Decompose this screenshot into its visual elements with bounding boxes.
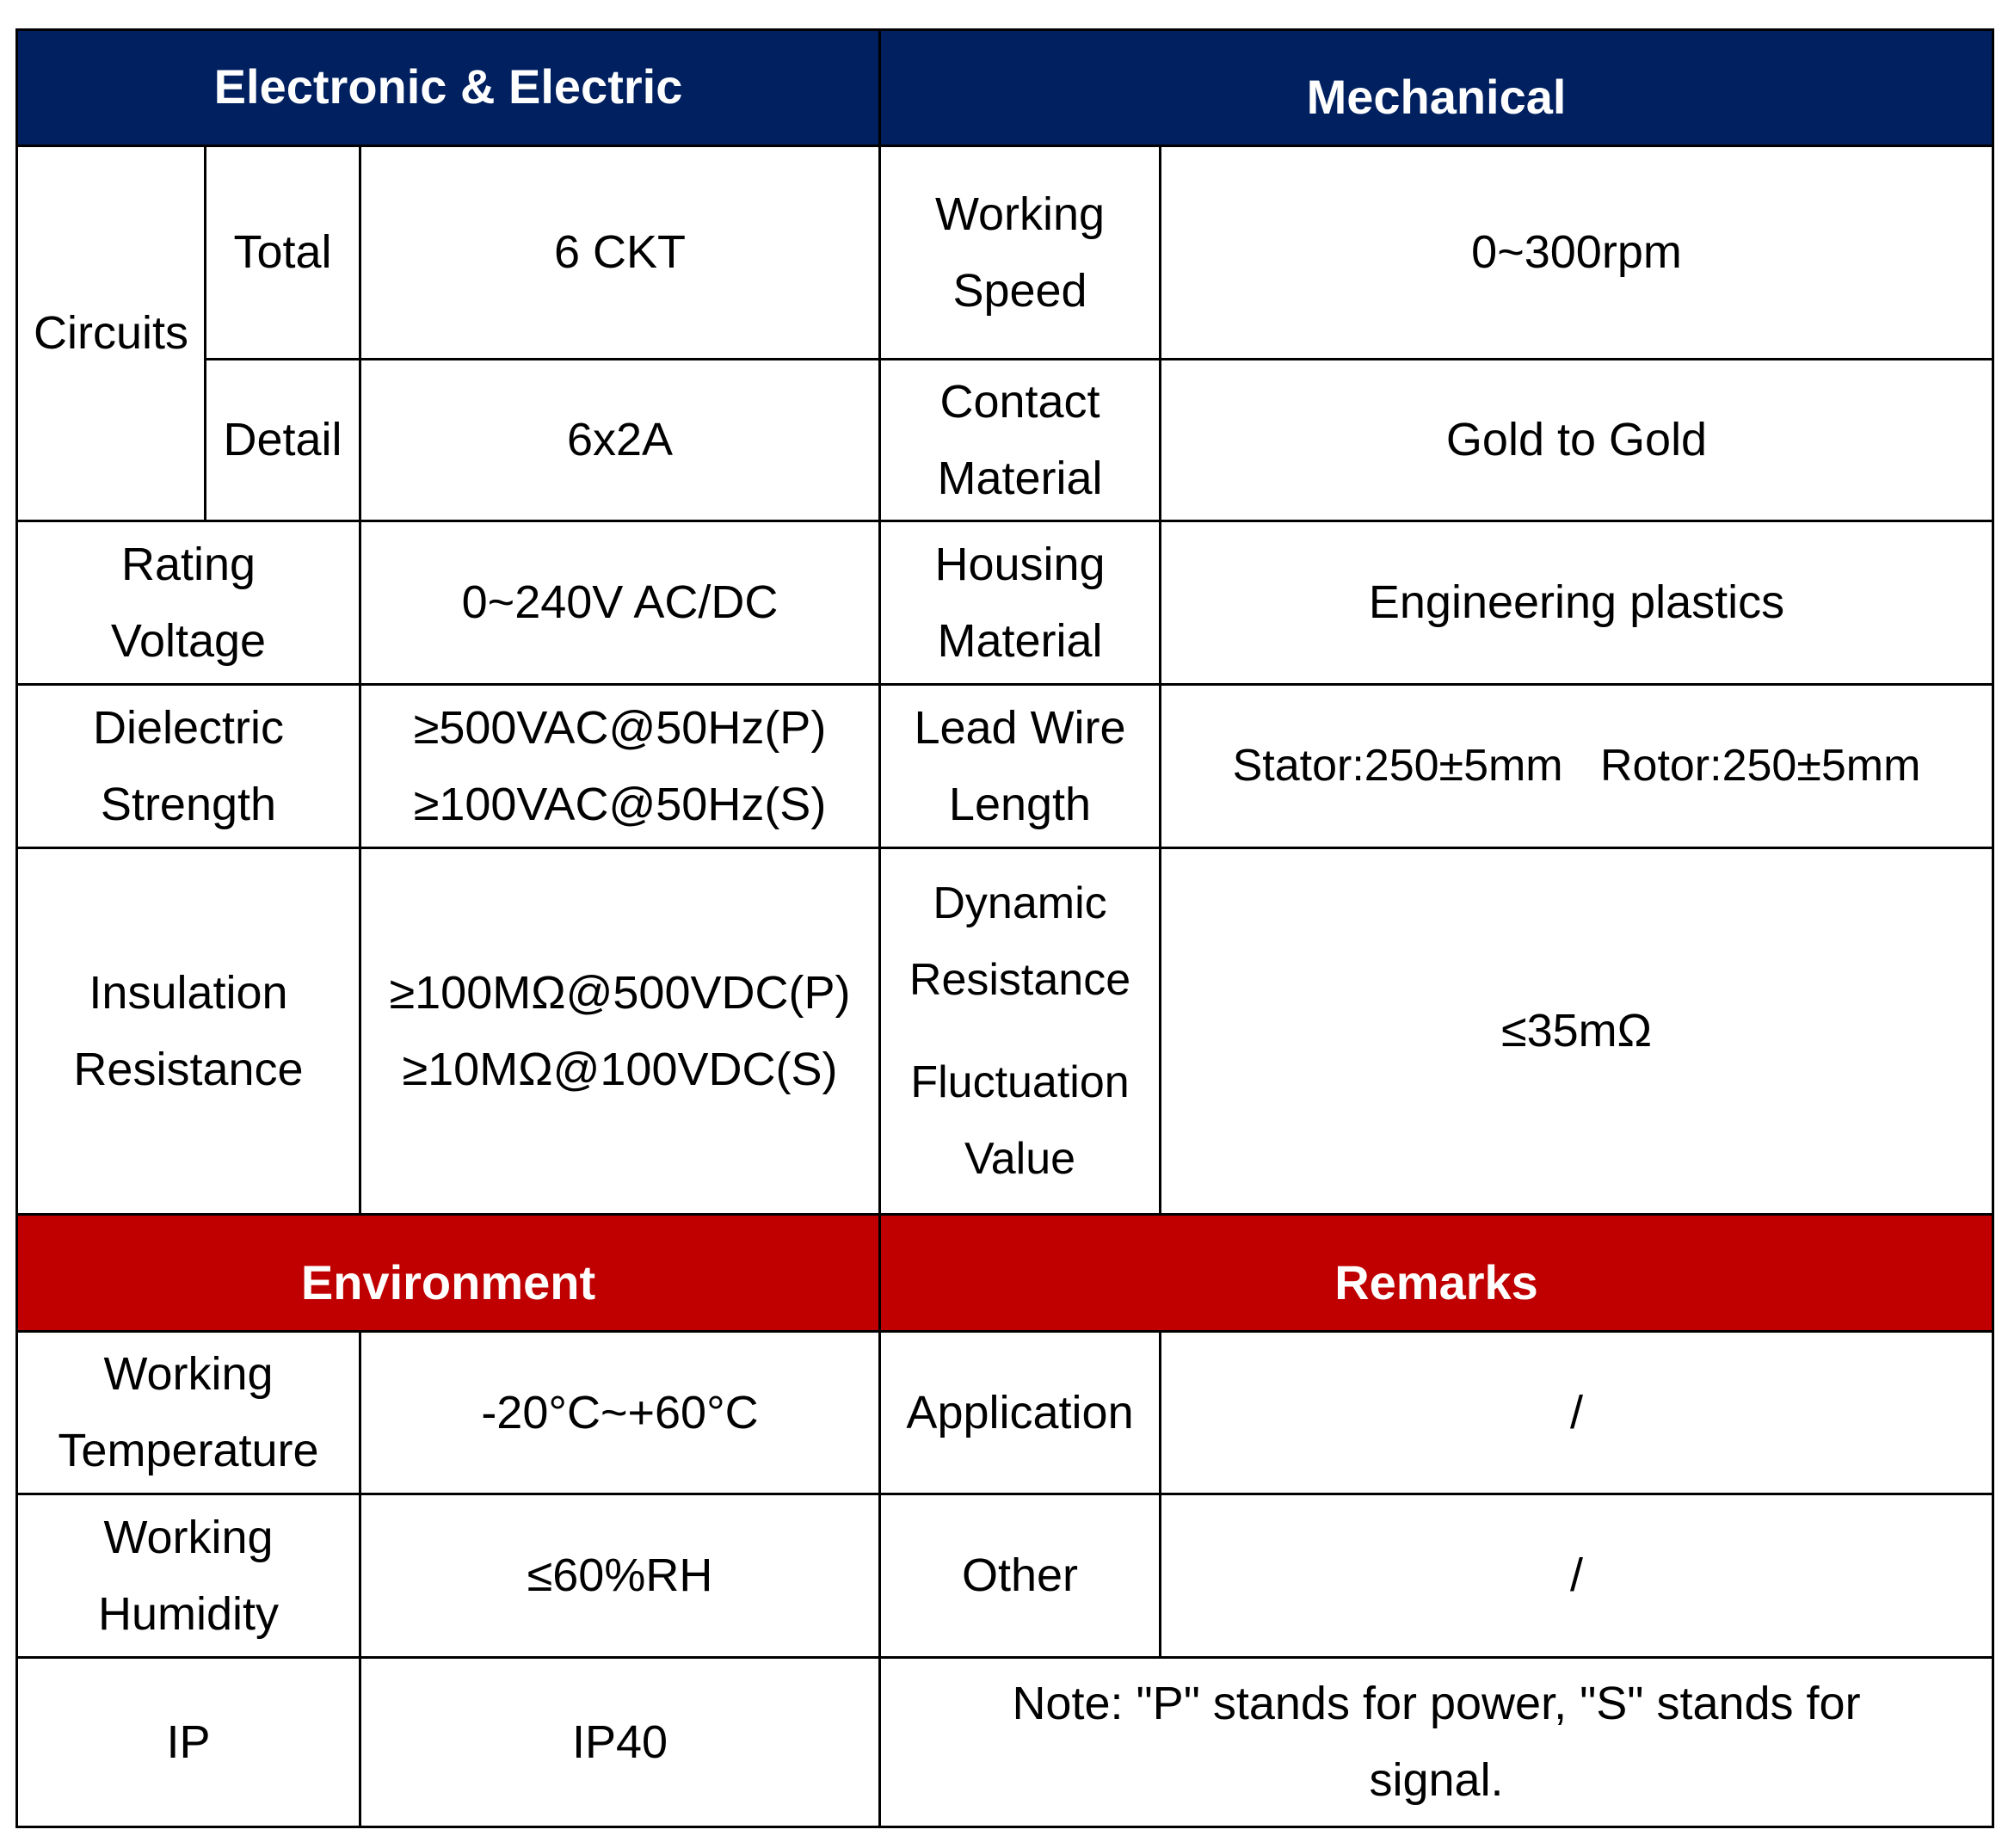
insulation-resistance-value: ≥100MΩ@500VDC(P) ≥10MΩ@100VDC(S) xyxy=(360,848,880,1215)
contact-material-value: Gold to Gold xyxy=(1161,360,1993,521)
dynamic-resistance-value: ≤35mΩ xyxy=(1161,848,1993,1215)
housing-material-label: Housing Material xyxy=(880,521,1161,685)
dielectric-strength-label: Dielectric Strength xyxy=(17,685,360,848)
housing-material-value: Engineering plastics xyxy=(1161,521,1993,685)
dynamic-resistance-label: Dynamic Resistance Fluctuation Value xyxy=(880,848,1161,1215)
dielectric-strength-value: ≥500VAC@50Hz(P) ≥100VAC@50Hz(S) xyxy=(360,685,880,848)
circuits-detail-label: Detail xyxy=(206,360,360,521)
other-value: / xyxy=(1161,1494,1993,1658)
working-temperature-label: Working Temperature xyxy=(17,1332,360,1494)
header-electronic: Electronic & Electric xyxy=(17,30,880,146)
application-label: Application xyxy=(880,1332,1161,1494)
rating-voltage-label: Rating Voltage xyxy=(17,521,360,685)
spec-table xyxy=(15,28,1994,1828)
header-remarks: Remarks xyxy=(880,1215,1993,1332)
working-humidity-label: Working Humidity xyxy=(17,1494,360,1658)
ip-label: IP xyxy=(17,1658,360,1827)
circuits-label: Circuits xyxy=(17,146,206,521)
ip-value: IP40 xyxy=(360,1658,880,1827)
circuits-detail-value: 6x2A xyxy=(360,360,880,521)
lead-wire-length-label: Lead Wire Length xyxy=(880,685,1161,848)
working-temperature-value: -20°C~+60°C xyxy=(360,1332,880,1494)
rating-voltage-value: 0~240V AC/DC xyxy=(360,521,880,685)
header-environment: Environment xyxy=(17,1215,880,1332)
other-label: Other xyxy=(880,1494,1161,1658)
working-speed-value: 0~300rpm xyxy=(1161,146,1993,360)
working-speed-label: Working Speed xyxy=(880,146,1161,360)
note: Note: "P" stands for power, "S" stands for signal. xyxy=(880,1658,1993,1827)
lead-wire-length-value: Stator:250±5mm Rotor:250±5mm xyxy=(1161,685,1993,848)
working-humidity-value: ≤60%RH xyxy=(360,1494,880,1658)
circuits-total-value: 6 CKT xyxy=(360,146,880,360)
circuits-total-label: Total xyxy=(206,146,360,360)
application-value: / xyxy=(1161,1332,1993,1494)
header-mechanical: Mechanical xyxy=(880,30,1993,146)
contact-material-label: Contact Material xyxy=(880,360,1161,521)
insulation-resistance-label: Insulation Resistance xyxy=(17,848,360,1215)
